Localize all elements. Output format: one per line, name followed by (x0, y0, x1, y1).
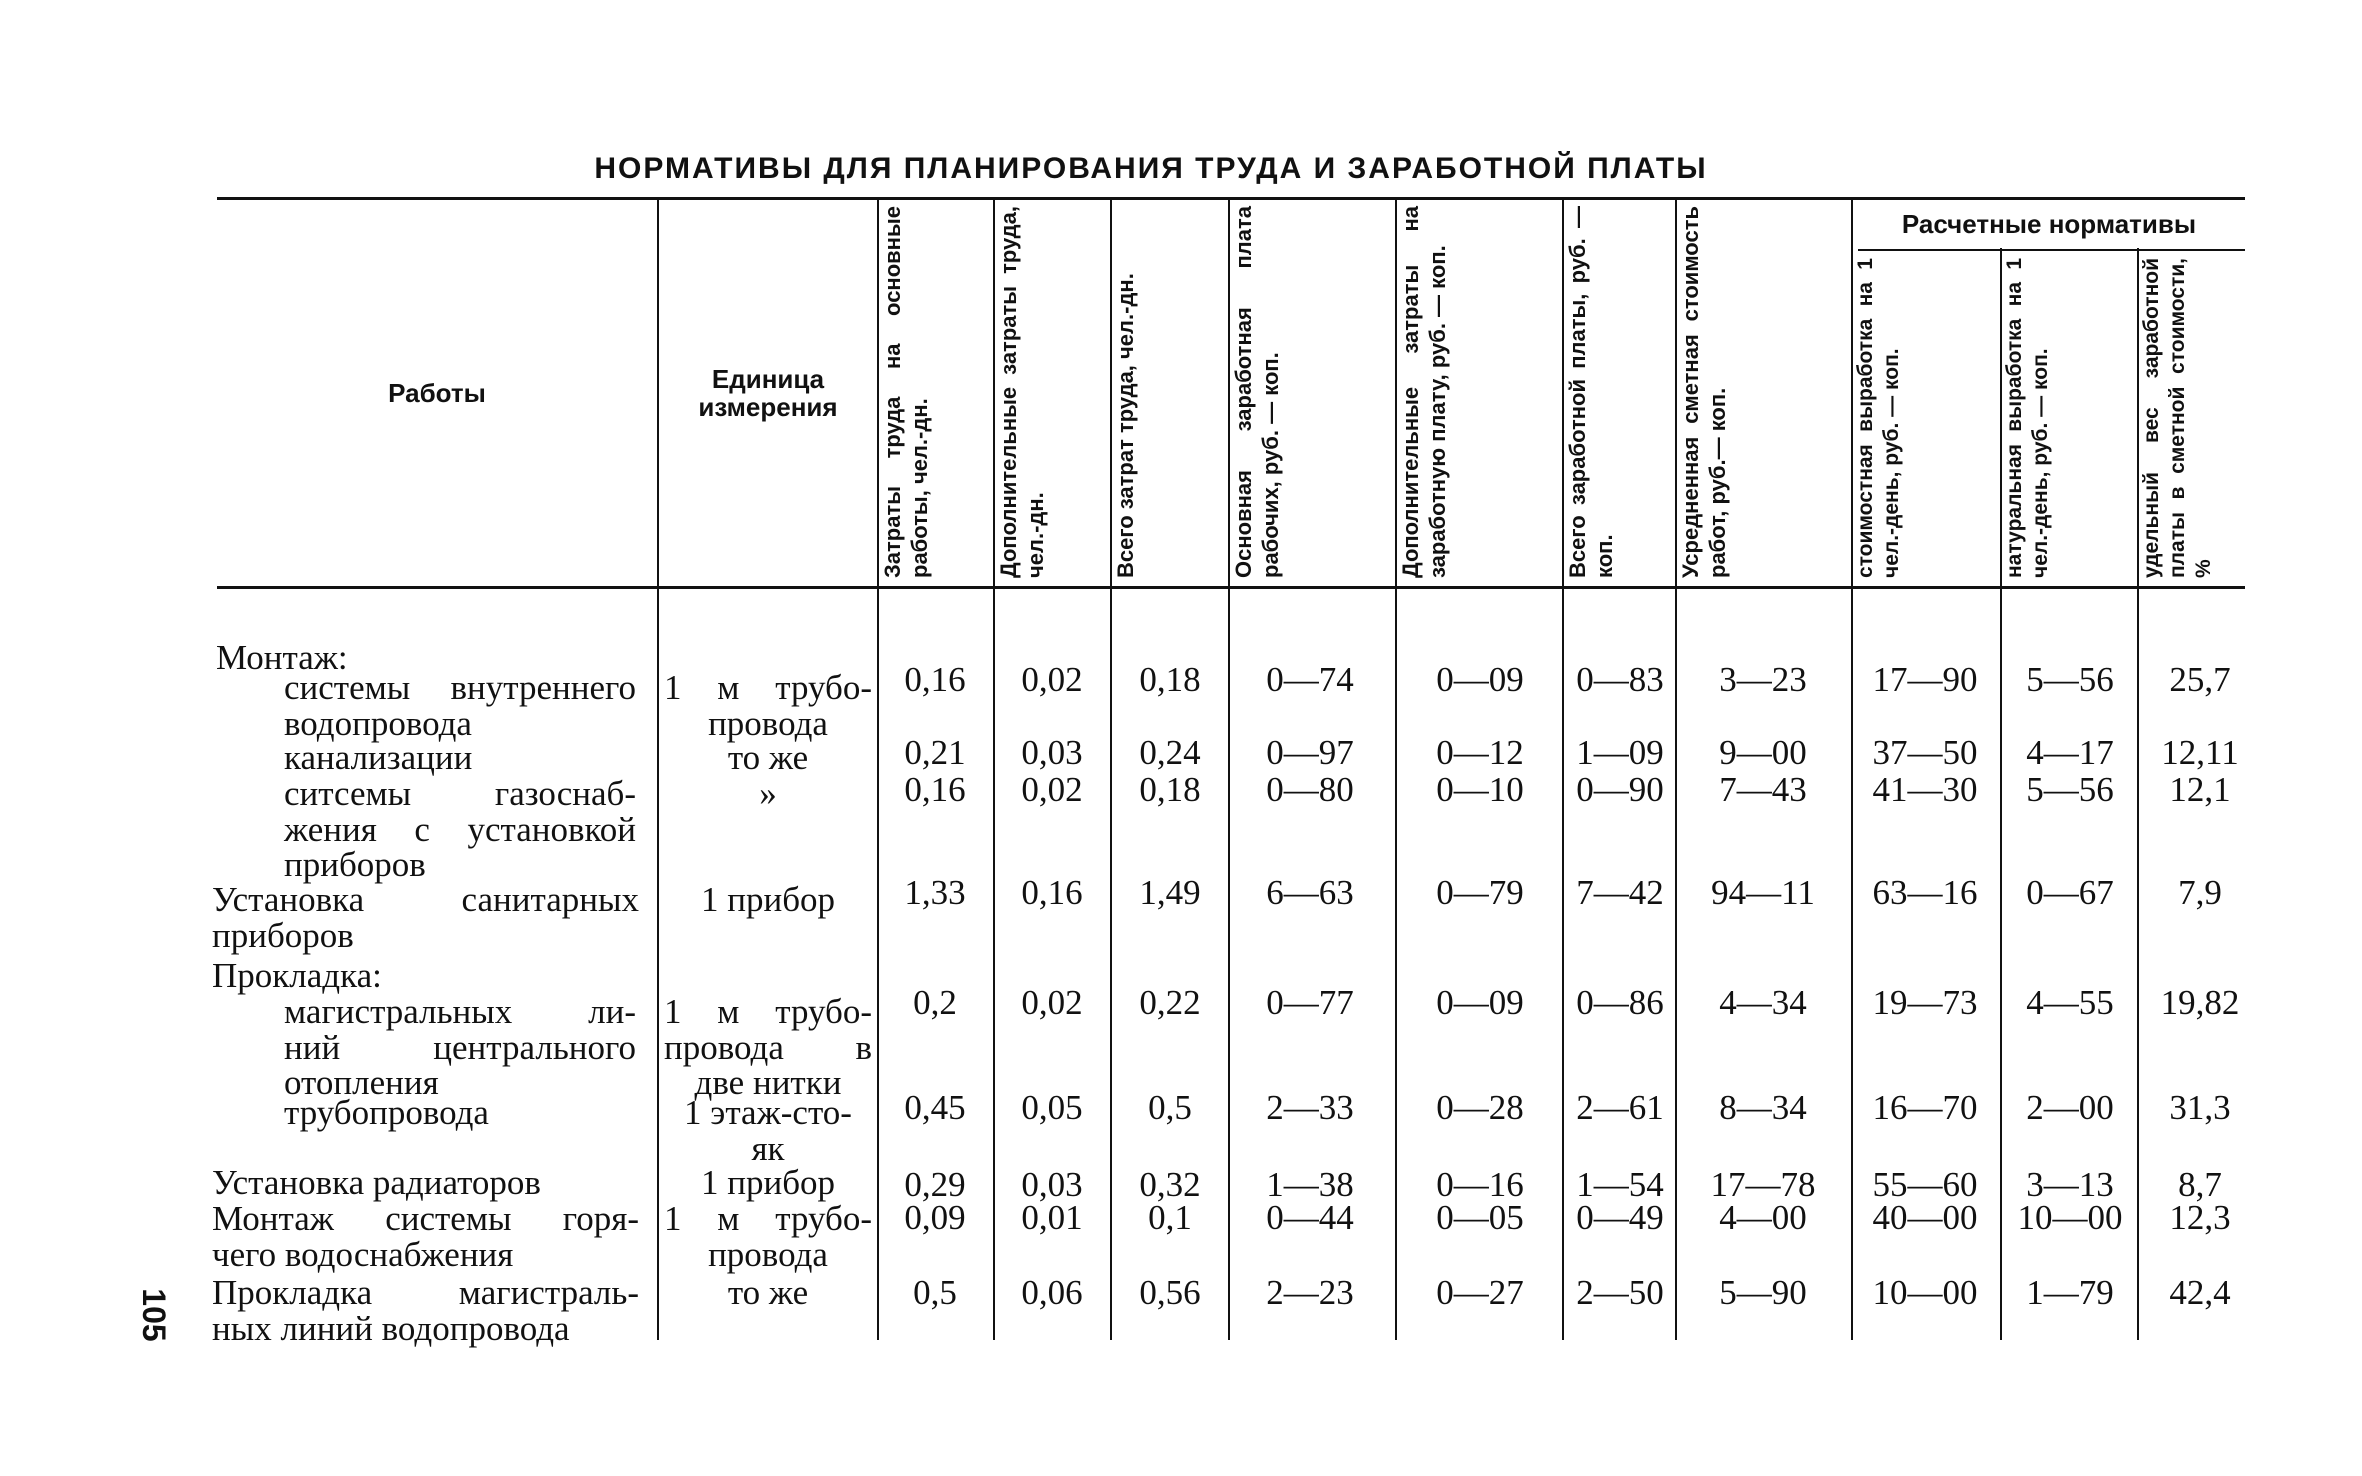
row-value: 0,45 (904, 1088, 966, 1127)
row-value: 0—16 (1436, 1165, 1524, 1204)
row-value: 9—00 (1719, 733, 1807, 772)
row-value: 2—50 (1576, 1273, 1664, 1312)
row-value: 5—56 (2026, 770, 2114, 809)
row-value: 1—38 (1266, 1165, 1354, 1204)
page-title: НОРМАТИВЫ ДЛЯ ПЛАНИРОВАНИЯ ТРУДА И ЗАРАБОТНОЙ ПЛАТЫ (594, 152, 1708, 185)
calc-group-rule (1858, 249, 2245, 251)
row-value: 2—61 (1576, 1088, 1664, 1127)
header-text: натуральная выработка на 1 чел.-день, руб. — коп. (2003, 258, 2052, 578)
header-wage-main (1230, 200, 1395, 584)
header-text: Усредненная сметная стоимость работ, руб.— коп. (1678, 206, 1730, 578)
row-unit-text: 1 прибор (700, 880, 836, 919)
row-work-text (284, 809, 636, 849)
row-value: 0—05 (1436, 1198, 1524, 1237)
row-value: 4—34 (1719, 983, 1807, 1022)
row-value: 0—74 (1266, 660, 1354, 699)
row-work-text: отопления (284, 1063, 439, 1102)
row-value: 1,33 (904, 873, 966, 912)
row-value: 0—28 (1436, 1088, 1524, 1127)
row-value: 0,06 (1021, 1273, 1083, 1312)
word: центрального (433, 1027, 636, 1067)
word: провода (664, 1027, 784, 1067)
header-calc-nat-output (2002, 252, 2137, 584)
row-value: 0—09 (1436, 983, 1524, 1022)
row-work-text: Прокладка: (212, 956, 382, 995)
word: в (855, 1027, 872, 1067)
word: санитарных (461, 880, 639, 919)
word: 1 (664, 668, 682, 707)
word: трубо- (775, 668, 872, 707)
row-value: 4—55 (2026, 983, 2114, 1022)
row-value: 6—63 (1266, 873, 1354, 912)
row-value: 19—73 (1872, 983, 1978, 1022)
row-value: 0—79 (1436, 873, 1524, 912)
word: магистраль- (458, 1273, 639, 1312)
row-work-text: трубопровода (284, 1093, 489, 1132)
word: внутреннего (450, 668, 636, 707)
header-bottom-rule (217, 586, 2245, 589)
row-value: 3—23 (1719, 660, 1807, 699)
row-value: 7—43 (1719, 770, 1807, 809)
row-unit-text (664, 994, 872, 1029)
row-unit-text: две нитки (694, 1063, 842, 1102)
row-value: 0—90 (1576, 770, 1664, 809)
row-value: 0,02 (1021, 770, 1083, 809)
row-value: 12,3 (2169, 1198, 2231, 1237)
row-work-text (284, 994, 636, 1029)
row-value: 0—67 (2026, 873, 2114, 912)
row-value: 0,32 (1139, 1165, 1201, 1204)
row-value: 2—00 (2026, 1088, 2114, 1127)
header-wage-extra (1397, 200, 1562, 584)
row-work-text (284, 1027, 636, 1067)
row-value: 10—00 (2017, 1198, 2123, 1237)
row-value: 0—10 (1436, 770, 1524, 809)
row-value: 0,21 (904, 733, 966, 772)
row-value: 0,5 (913, 1273, 957, 1312)
row-unit-text (664, 1027, 872, 1067)
row-value: 8—34 (1719, 1088, 1807, 1127)
row-unit-text: провода (708, 703, 828, 743)
row-unit-text (664, 670, 872, 705)
row-work-text (284, 776, 636, 811)
row-value: 25,7 (2169, 660, 2231, 699)
row-work-text: водопровода (284, 703, 472, 743)
row-unit-text: то же (727, 738, 809, 777)
word: 1 (664, 1199, 682, 1238)
word: системы (385, 1199, 512, 1238)
row-value: 3—13 (2026, 1165, 2114, 1204)
header-text: Всего затрат труда, чел.-дн. (1113, 273, 1138, 578)
header-text: Дополнительные затраты на заработную плату, руб. — коп. (1398, 206, 1450, 578)
row-value: 17—78 (1710, 1165, 1816, 1204)
word: м (717, 668, 740, 707)
row-value: 94—11 (1711, 873, 1815, 912)
row-unit-text: 1 прибор (700, 1163, 836, 1202)
word: Прокладка (212, 1273, 373, 1312)
row-value: 5—56 (2026, 660, 2114, 699)
word: системы (284, 668, 411, 707)
row-value: 0,16 (904, 770, 966, 809)
row-value: 0,56 (1139, 1273, 1201, 1312)
word: газоснаб- (494, 774, 636, 813)
row-value: 0—86 (1576, 983, 1664, 1022)
row-work-text: приборов (284, 845, 426, 884)
row-value: 40—00 (1872, 1198, 1978, 1237)
row-value: 1—79 (2026, 1273, 2114, 1312)
row-unit-text: » (759, 774, 777, 813)
row-value: 0—09 (1436, 660, 1524, 699)
row-value: 0—12 (1436, 733, 1524, 772)
row-work-text (212, 882, 639, 917)
word: горя- (562, 1199, 639, 1238)
word: Монтаж (212, 1199, 334, 1238)
row-value: 0,5 (1148, 1088, 1192, 1127)
row-value: 31,3 (2169, 1088, 2231, 1127)
row-value: 0,16 (904, 660, 966, 699)
row-value: 63—16 (1872, 873, 1978, 912)
row-value: 0,03 (1021, 1165, 1083, 1204)
row-work-text (212, 1275, 639, 1310)
header-text: Дополнительные затраты труда, чел.-дн. (996, 206, 1048, 578)
word: ний (284, 1027, 341, 1067)
row-value: 0,02 (1021, 660, 1083, 699)
row-value: 0,18 (1139, 770, 1201, 809)
row-value: 19,82 (2160, 983, 2240, 1022)
row-value: 0—83 (1576, 660, 1664, 699)
header-avg-cost (1677, 200, 1851, 584)
row-value: 0,22 (1139, 983, 1201, 1022)
row-work-text: ных линий водопровода (212, 1308, 570, 1348)
row-value: 7—42 (1576, 873, 1664, 912)
word: трубо- (775, 992, 872, 1031)
row-value: 0—49 (1576, 1198, 1664, 1237)
header-text: Всего заработной платы, руб. — коп. (1565, 206, 1617, 578)
row-value: 0,01 (1021, 1198, 1083, 1237)
row-value: 0,18 (1139, 660, 1201, 699)
header-labor-extra (995, 200, 1110, 584)
row-value: 0—77 (1266, 983, 1354, 1022)
row-value: 37—50 (1872, 733, 1978, 772)
header-calc-group: Расчетные нормативы (1901, 209, 2197, 239)
row-value: 1—09 (1576, 733, 1664, 772)
row-value: 0—27 (1436, 1273, 1524, 1312)
row-value: 8,7 (2178, 1165, 2222, 1204)
word: ситсемы (284, 774, 412, 813)
word: установкой (467, 809, 636, 849)
row-value: 10—00 (1872, 1273, 1978, 1312)
word: трубо- (775, 1199, 872, 1238)
row-value: 0,29 (904, 1165, 966, 1204)
row-value: 41—30 (1872, 770, 1978, 809)
row-unit-text (664, 1201, 872, 1236)
row-value: 0—97 (1266, 733, 1354, 772)
header-calc-wage-share (2139, 252, 2245, 584)
row-value: 17—90 (1872, 660, 1978, 699)
row-work-text (284, 670, 636, 705)
row-work-text: приборов (212, 915, 354, 955)
row-value: 0—44 (1266, 1198, 1354, 1237)
row-unit-text: провода (708, 1234, 828, 1274)
header-wage-total (1564, 200, 1675, 584)
word: Установка (212, 880, 365, 919)
row-work-text: канализации (284, 738, 473, 777)
row-value: 0,24 (1139, 733, 1201, 772)
header-text: Основная заработная плата рабочих, руб. — коп. (1231, 206, 1283, 578)
row-value: 42,4 (2169, 1273, 2231, 1312)
row-value: 0,2 (913, 983, 957, 1022)
header-calc-cost-output (1853, 252, 2000, 584)
row-value: 55—60 (1872, 1165, 1978, 1204)
row-value: 0,03 (1021, 733, 1083, 772)
row-value: 7,9 (2178, 873, 2222, 912)
row-value: 2—23 (1266, 1273, 1354, 1312)
word: 1 (664, 992, 682, 1031)
row-value: 1,49 (1139, 873, 1201, 912)
row-value: 0,02 (1021, 983, 1083, 1022)
row-unit-text: 1 этаж-сто- (684, 1093, 852, 1132)
row-value: 2—33 (1266, 1088, 1354, 1127)
row-value: 0,1 (1148, 1198, 1192, 1237)
word: м (717, 992, 740, 1031)
row-value: 0,05 (1021, 1088, 1083, 1127)
row-value: 12,11 (2161, 733, 2239, 772)
header-text: Затраты труда на основные работы, чел.-дн. (880, 206, 932, 578)
header-works: Работы (388, 378, 486, 408)
row-work-text (212, 1201, 639, 1236)
header-labor-total (1112, 200, 1228, 584)
word: м (717, 1199, 740, 1238)
word: жения (284, 809, 377, 849)
row-value: 1—54 (1576, 1165, 1664, 1204)
header-unit: Единица измерения (698, 364, 838, 422)
header-text: удельный вес заработной платы в сметной стоимости, % (2140, 258, 2215, 578)
word: магистральных (284, 992, 513, 1031)
header-labor-main (879, 200, 993, 584)
word: ли- (588, 992, 636, 1031)
header-text: стоимостная выработка на 1 чел.-день, руб. — коп. (1854, 258, 1903, 578)
row-work-text: Монтаж: (216, 638, 348, 677)
row-value: 12,1 (2169, 770, 2231, 809)
row-value: 4—00 (1719, 1198, 1807, 1237)
row-unit-text: то же (727, 1273, 809, 1312)
row-work-text: чего водоснабжения (212, 1234, 514, 1274)
row-value: 4—17 (2026, 733, 2114, 772)
row-value: 16—70 (1872, 1088, 1978, 1127)
row-value: 5—90 (1719, 1273, 1807, 1312)
row-value: 0—80 (1266, 770, 1354, 809)
row-work-text: Установка радиаторов (212, 1163, 541, 1202)
row-unit-text: як (751, 1128, 785, 1168)
word: с (414, 809, 430, 849)
page-number: 105 (136, 1288, 172, 1342)
row-value: 0,16 (1021, 873, 1083, 912)
row-value: 0,09 (904, 1198, 966, 1237)
